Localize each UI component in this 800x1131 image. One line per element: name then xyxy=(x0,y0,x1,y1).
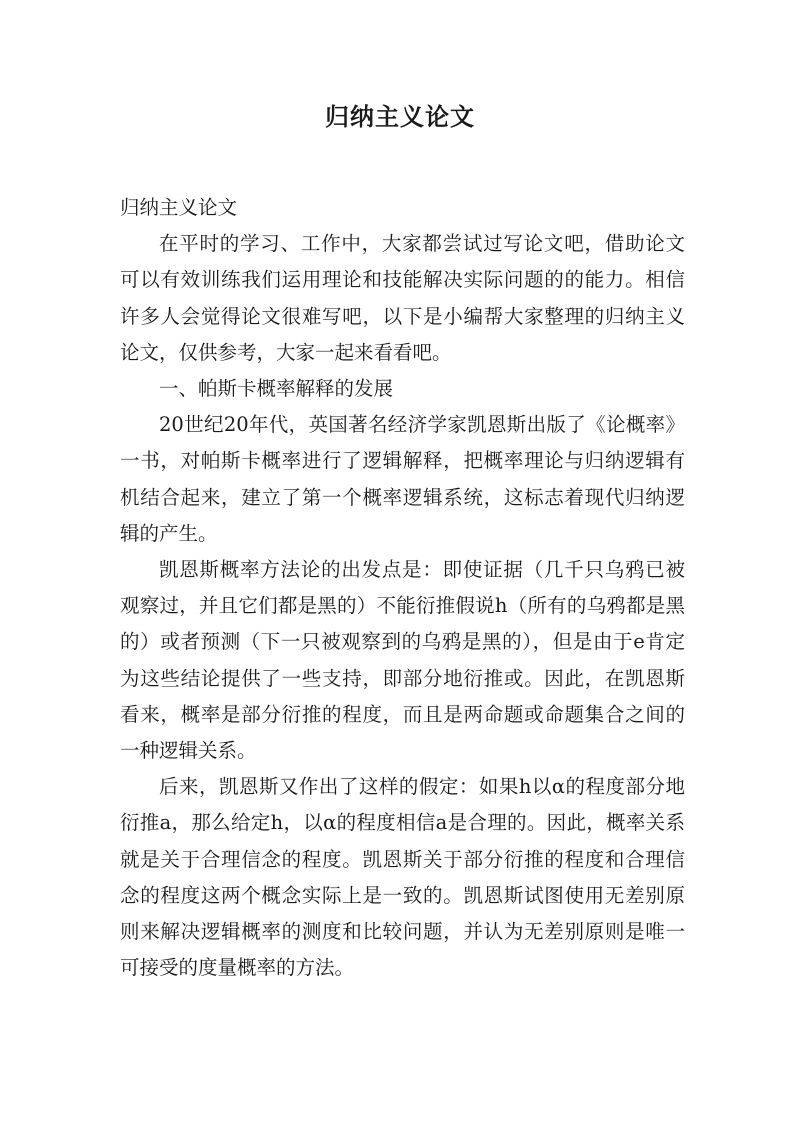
document-title: 归纳主义论文 xyxy=(325,103,475,131)
paragraph-intro: 在平时的学习、工作中，大家都尝试过写论文吧，借助论文可以有效训练我们运用理论和技能解决实际问题的的能力。相信许多人会觉得论文很难写吧，以下是小编帮大家整理的归纳主义论文，仅供参考，大家一起来看看吧。 xyxy=(120,232,685,364)
paragraph-keynes-book: 20世纪20年代，英国著名经济学家凯恩斯出版了《论概率》一书，对帕斯卡概率进行了逻辑解释，把概率理论与归纳逻辑有机结合起来，建立了第一个概率逻辑系统，这标志着现代归纳逻辑的产生。 xyxy=(120,413,685,545)
paragraph-keynes-assumption: 后来，凯恩斯又作出了这样的假定：如果h以α的程度部分地衍推a，那么给定h，以α的程度相信a是合理的。因此，概率关系就是关于合理信念的程度。凯恩斯关于部分衍推的程度和合理信念的程度这两个概念实际上是一致的。凯恩斯试图使用无差别原则来解决逻辑概率的测度和比较问题，并认为无差别原则是唯一可接受的度量概率的方法。 xyxy=(120,775,685,980)
section-heading: 一、帕斯卡概率解释的发展 xyxy=(159,377,394,401)
paragraph-keynes-method: 凯恩斯概率方法论的出发点是：即使证据（几千只乌鸦已被观察过，并且它们都是黑的）不能衍推假说h（所有的乌鸦都是黑的）或者预测（下一只被观察到的乌鸦是黑的），但是由于e肯定为这些结论提供了一些支持，即部分地衍推或。因此，在凯恩斯看来，概率是部分衍推的程度，而且是两命题或命题集合之间的一种逻辑关系。 xyxy=(120,558,685,763)
document-subtitle: 归纳主义论文 xyxy=(120,196,238,219)
document-body xyxy=(120,190,685,986)
